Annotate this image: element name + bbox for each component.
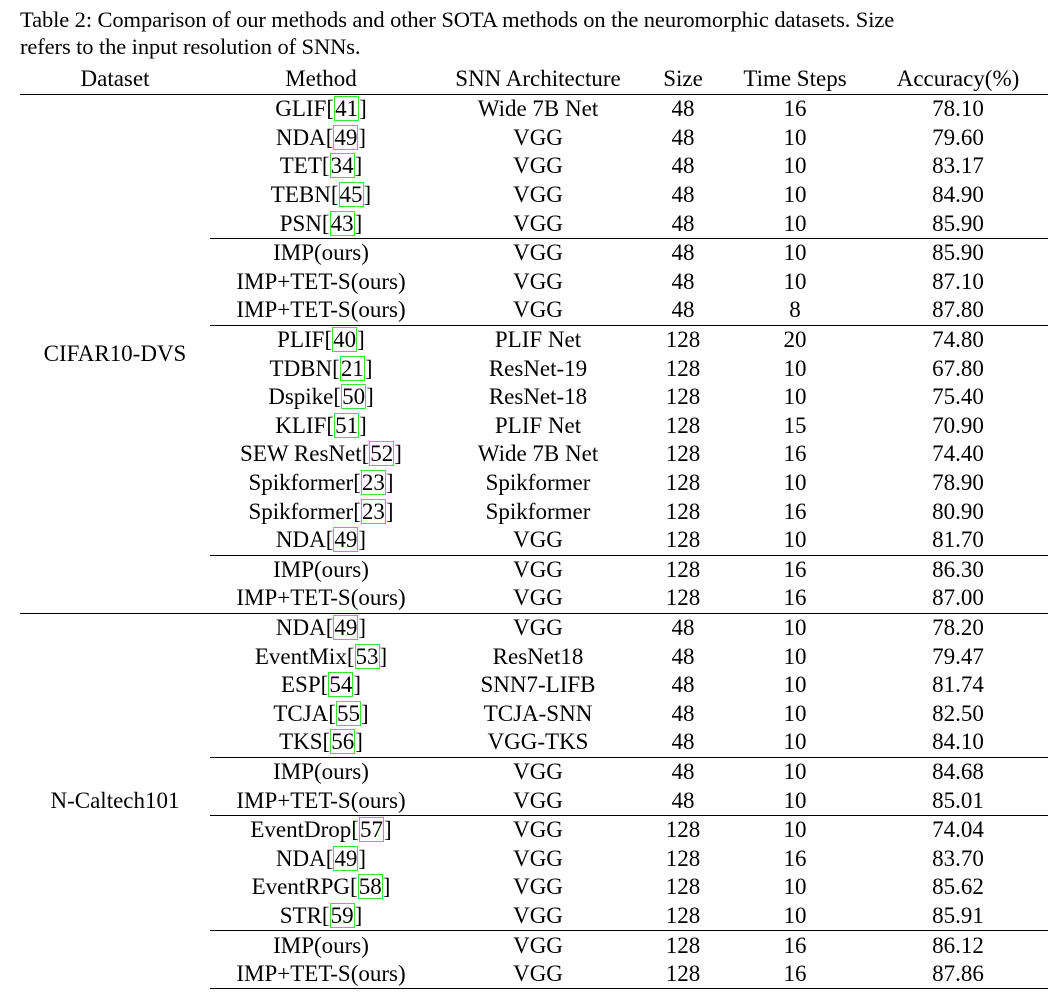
method-name: IMP(ours) — [273, 932, 369, 958]
architecture-cell: VGG — [513, 787, 563, 813]
citation-link[interactable]: 21 — [340, 355, 364, 381]
size-cell: 128 — [665, 384, 701, 410]
method-cell — [210, 209, 432, 238]
time-steps-cell: 10 — [783, 527, 807, 553]
size-cell: 48 — [644, 613, 722, 642]
method-cell — [210, 844, 432, 873]
size-cell: 48 — [671, 124, 695, 150]
size-cell: 128 — [665, 527, 701, 553]
size-cell: 128 — [644, 555, 722, 584]
accuracy-cell: 83.17 — [932, 153, 984, 179]
method-name: EventRPG — [251, 874, 351, 900]
citation-link[interactable]: 49 — [334, 614, 358, 640]
accuracy-cell: 85.01 — [932, 787, 984, 813]
citation: [55] — [328, 700, 369, 726]
size-cell: 128 — [644, 960, 722, 989]
citation: [54] — [320, 672, 361, 698]
architecture-cell: ResNet-19 — [488, 355, 588, 381]
method-name: STR — [279, 902, 322, 928]
accuracy-cell: 87.10 — [932, 268, 984, 294]
method-cell — [210, 671, 432, 700]
accuracy-cell: 85.90 — [868, 238, 1048, 267]
citation-link[interactable]: 53 — [355, 643, 379, 669]
method-cell — [210, 960, 432, 989]
citation: [52] — [361, 441, 402, 467]
citation: [51] — [326, 412, 367, 438]
method-name: IMP+TET-S(ours) — [236, 585, 406, 611]
architecture-cell: ResNet-18 — [488, 384, 588, 410]
accuracy-cell: 81.74 — [932, 672, 984, 698]
accuracy-cell: 80.90 — [932, 498, 984, 524]
citation: [34] — [321, 153, 363, 179]
time-steps-cell: 10 — [783, 355, 807, 381]
size-cell: 128 — [665, 874, 701, 900]
time-steps-cell: 10 — [722, 613, 868, 642]
caption-line-2: refers to the input resolution of SNNs. — [20, 34, 361, 59]
size-cell: 48 — [671, 182, 695, 208]
accuracy-cell: 78.90 — [932, 470, 984, 496]
method-name: Spikformer — [248, 470, 354, 496]
citation-link[interactable]: 23 — [361, 470, 385, 496]
citation: [43] — [321, 210, 363, 236]
method-cell — [210, 815, 432, 844]
accuracy-cell: 75.40 — [932, 384, 984, 410]
method-cell — [210, 268, 432, 297]
architecture-cell: VGG — [513, 585, 563, 611]
caption-line-1: Table 2: Comparison of our methods and other SOTA methods on the neuromorphic datasets. Size — [20, 7, 895, 32]
citation: [53] — [346, 643, 388, 669]
architecture-cell: VGG — [432, 613, 644, 642]
accuracy-cell: 83.70 — [932, 845, 984, 871]
accuracy-cell: 85.91 — [932, 902, 984, 928]
time-steps-cell: 20 — [722, 325, 868, 354]
size-cell: 128 — [665, 355, 701, 381]
time-steps-cell: 10 — [783, 672, 807, 698]
size-cell: 128 — [644, 325, 722, 354]
method-name: NDA — [275, 614, 326, 640]
method-name: NDA — [275, 124, 326, 150]
results-table — [20, 64, 1048, 989]
method-name: Spikformer — [248, 498, 354, 524]
accuracy-cell: 78.20 — [868, 613, 1048, 642]
architecture-cell: VGG — [513, 210, 563, 236]
citation-link[interactable]: 49 — [334, 527, 358, 553]
method-name: TDBN — [269, 355, 333, 381]
method-cell — [210, 699, 432, 728]
time-steps-cell: 10 — [783, 902, 807, 928]
architecture-cell: VGG — [432, 815, 644, 844]
time-steps-cell: 16 — [783, 845, 807, 871]
header-row — [20, 64, 1048, 95]
time-steps-cell: 10 — [722, 238, 868, 267]
accuracy-cell: 78.10 — [932, 96, 984, 122]
time-steps-cell: 10 — [783, 787, 807, 813]
size-cell: 128 — [665, 441, 701, 467]
accuracy-cell: 86.12 — [868, 931, 1048, 960]
method-cell — [210, 440, 432, 469]
architecture-cell: VGG — [432, 960, 644, 989]
accuracy-cell: 79.60 — [932, 124, 984, 150]
citation: [45] — [330, 182, 372, 208]
accuracy-cell: 70.90 — [932, 412, 984, 438]
time-steps-cell: 10 — [783, 384, 807, 410]
size-cell: 48 — [671, 210, 695, 236]
method-name: TCJA — [273, 700, 329, 726]
accuracy-cell: 85.62 — [932, 874, 984, 900]
architecture-cell: VGG — [513, 268, 563, 294]
citation-link[interactable]: 49 — [334, 124, 358, 150]
size-cell: 128 — [644, 931, 722, 960]
method-cell — [210, 526, 432, 555]
accuracy-cell: 85.90 — [932, 210, 984, 236]
accuracy-cell: 87.80 — [932, 297, 984, 323]
method-cell — [210, 873, 432, 902]
architecture-cell: PLIF Net — [494, 412, 582, 438]
method-cell — [210, 181, 432, 210]
size-cell: 128 — [665, 585, 701, 611]
accuracy-cell: 74.40 — [932, 441, 984, 467]
method-cell — [210, 124, 432, 153]
time-steps-cell: 10 — [722, 757, 868, 786]
table-body — [20, 95, 1048, 989]
architecture-cell: ResNet18 — [492, 643, 584, 669]
method-cell — [210, 238, 432, 267]
method-name: IMP+TET-S(ours) — [236, 268, 406, 294]
accuracy-cell: 74.04 — [868, 815, 1048, 844]
time-steps-cell: 16 — [722, 931, 868, 960]
citation: [58] — [350, 874, 391, 900]
citation: [49] — [325, 527, 367, 553]
header-snn-architecture: SNN Architecture — [432, 64, 644, 95]
time-steps-cell: 10 — [783, 470, 807, 496]
header-method: Method — [210, 64, 432, 95]
architecture-cell: Wide 7B Net — [477, 441, 599, 467]
citation-link[interactable]: 50 — [342, 384, 366, 410]
method-cell — [210, 95, 432, 124]
citation: [50] — [333, 384, 374, 410]
table-row — [20, 613, 1048, 642]
size-cell: 128 — [665, 498, 701, 524]
method-name: IMP+TET-S(ours) — [236, 961, 406, 987]
citation: [49] — [325, 124, 367, 150]
method-cell — [210, 296, 432, 325]
size-cell: 128 — [665, 902, 701, 928]
citation: [57] — [351, 817, 392, 843]
citation: [59] — [321, 902, 363, 928]
architecture-cell: VGG — [513, 874, 563, 900]
header-dataset: Dataset — [20, 64, 210, 95]
time-steps-cell: 16 — [722, 555, 868, 584]
time-steps-cell: 10 — [783, 210, 807, 236]
architecture-cell: SNN7-LIFB — [480, 672, 596, 698]
method-cell — [210, 325, 432, 354]
method-name: PSN — [279, 210, 322, 236]
time-steps-cell: 16 — [783, 96, 807, 122]
size-cell: 48 — [644, 757, 722, 786]
citation: [56] — [322, 729, 363, 755]
architecture-cell: VGG — [513, 845, 563, 871]
size-cell: 48 — [671, 672, 695, 698]
time-steps-cell: 10 — [783, 124, 807, 150]
method-cell — [210, 152, 432, 181]
method-cell — [210, 902, 432, 931]
accuracy-cell: 82.50 — [932, 700, 984, 726]
size-cell: 48 — [671, 268, 695, 294]
citation: [23] — [353, 470, 394, 496]
citation: [21] — [332, 355, 373, 381]
architecture-cell: VGG — [513, 902, 563, 928]
citation-link[interactable]: 51 — [335, 412, 359, 438]
method-name: IMP(ours) — [273, 758, 369, 784]
method-name: KLIF — [275, 412, 327, 438]
accuracy-cell: 84.68 — [868, 757, 1048, 786]
size-cell: 48 — [671, 96, 695, 122]
architecture-cell: VGG — [513, 153, 563, 179]
accuracy-cell: 84.10 — [932, 729, 984, 755]
citation-link[interactable]: 34 — [330, 153, 354, 179]
time-steps-cell: 10 — [783, 268, 807, 294]
size-cell: 128 — [665, 470, 701, 496]
accuracy-cell: 84.90 — [932, 182, 984, 208]
method-cell — [210, 469, 432, 498]
architecture-cell: Spikformer — [485, 470, 591, 496]
method-name: IMP+TET-S(ours) — [236, 297, 406, 323]
citation: [41] — [326, 96, 367, 122]
size-cell: 48 — [644, 238, 722, 267]
method-cell — [210, 383, 432, 412]
citation-link[interactable]: 45 — [339, 182, 363, 208]
method-name: EventMix — [254, 643, 347, 669]
time-steps-cell: 16 — [783, 441, 807, 467]
method-cell — [210, 728, 432, 757]
citation-link[interactable]: 58 — [358, 874, 382, 900]
architecture-cell: VGG-TKS — [487, 729, 589, 755]
citation-link[interactable]: 43 — [330, 210, 354, 236]
method-name: EventDrop — [250, 817, 352, 843]
size-cell: 48 — [671, 787, 695, 813]
header-accuracy: Accuracy(%) — [868, 64, 1048, 95]
architecture-cell: VGG — [513, 124, 563, 150]
accuracy-cell: 81.70 — [932, 527, 984, 553]
method-cell — [210, 354, 432, 383]
citation-link[interactable]: 57 — [359, 817, 383, 843]
architecture-cell: VGG — [513, 297, 563, 323]
method-cell — [210, 555, 432, 584]
accuracy-cell: 87.86 — [868, 960, 1048, 989]
architecture-cell: PLIF Net — [432, 325, 644, 354]
method-cell — [210, 642, 432, 671]
time-steps-cell: 10 — [783, 729, 807, 755]
method-name: IMP(ours) — [273, 240, 369, 266]
size-cell: 128 — [665, 412, 701, 438]
time-steps-cell: 10 — [783, 153, 807, 179]
architecture-cell: Wide 7B Net — [477, 96, 599, 122]
method-name: TEBN — [270, 182, 331, 208]
method-name: TET — [279, 153, 322, 179]
method-name: ESP — [281, 672, 321, 698]
citation: [23] — [353, 498, 394, 524]
size-cell: 48 — [671, 700, 695, 726]
citation-link[interactable]: 56 — [331, 729, 355, 755]
dataset-cell: N-Caltech101 — [20, 613, 210, 989]
method-name: IMP(ours) — [273, 556, 369, 582]
architecture-cell: VGG — [432, 555, 644, 584]
method-cell — [210, 757, 432, 786]
method-cell — [210, 786, 432, 815]
citation-link[interactable]: 59 — [330, 902, 354, 928]
time-steps-cell: 10 — [783, 700, 807, 726]
size-cell: 48 — [671, 297, 695, 323]
method-name: PLIF — [277, 327, 325, 353]
architecture-cell: Spikformer — [485, 498, 591, 524]
table-caption — [20, 6, 1060, 60]
method-name: NDA — [275, 845, 326, 871]
method-name: IMP+TET-S(ours) — [236, 787, 406, 813]
architecture-cell: TCJA-SNN — [483, 700, 593, 726]
citation-link[interactable]: 23 — [361, 498, 385, 524]
citation: [49] — [325, 614, 367, 640]
architecture-cell: VGG — [513, 527, 563, 553]
time-steps-cell: 10 — [783, 874, 807, 900]
method-name: TKS — [279, 729, 323, 755]
time-steps-cell: 16 — [783, 585, 807, 611]
citation-link[interactable]: 41 — [335, 96, 359, 122]
time-steps-cell: 10 — [783, 182, 807, 208]
accuracy-cell: 67.80 — [932, 355, 984, 381]
header-size: Size — [644, 64, 722, 95]
time-steps-cell: 10 — [722, 815, 868, 844]
accuracy-cell: 86.30 — [868, 555, 1048, 584]
citation-link[interactable]: 40 — [333, 327, 357, 353]
architecture-cell: VGG — [513, 182, 563, 208]
architecture-cell: VGG — [432, 757, 644, 786]
citation-link[interactable]: 52 — [370, 441, 394, 467]
citation-link[interactable]: 54 — [329, 672, 353, 698]
method-cell — [210, 613, 432, 642]
method-name: NDA — [275, 527, 326, 553]
accuracy-cell: 74.80 — [868, 325, 1048, 354]
citation-link[interactable]: 55 — [336, 700, 360, 726]
time-steps-cell: 15 — [783, 412, 807, 438]
time-steps-cell: 16 — [783, 498, 807, 524]
method-name: Dspike — [268, 384, 334, 410]
size-cell: 128 — [644, 815, 722, 844]
method-cell — [210, 497, 432, 526]
time-steps-cell: 16 — [722, 960, 868, 989]
table-row — [20, 95, 1048, 124]
size-cell: 128 — [665, 845, 701, 871]
method-name: GLIF — [275, 96, 327, 122]
size-cell: 48 — [671, 153, 695, 179]
citation: [49] — [325, 845, 367, 871]
dataset-cell: CIFAR10-DVS — [43, 340, 187, 366]
citation: [40] — [324, 327, 365, 353]
method-cell — [210, 412, 432, 441]
time-steps-cell: 10 — [783, 643, 807, 669]
method-cell — [210, 931, 432, 960]
header-time-steps: Time Steps — [722, 64, 868, 95]
time-steps-cell: 8 — [789, 297, 801, 323]
architecture-cell: VGG — [432, 238, 644, 267]
size-cell: 48 — [671, 729, 695, 755]
accuracy-cell: 87.00 — [932, 585, 984, 611]
architecture-cell: VGG — [432, 931, 644, 960]
method-name: SEW ResNet — [240, 441, 362, 467]
citation-link[interactable]: 49 — [334, 845, 358, 871]
accuracy-cell: 79.47 — [932, 643, 984, 669]
method-cell — [210, 584, 432, 613]
size-cell: 48 — [671, 643, 695, 669]
